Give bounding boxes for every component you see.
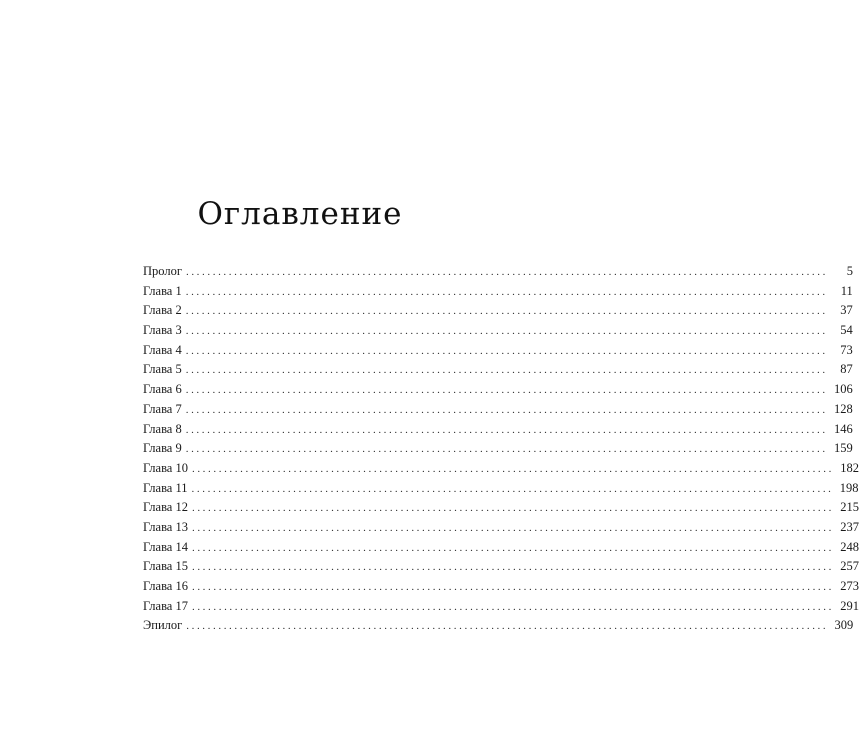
toc-leader-dots: ........................................................................................................................ — [191, 561, 834, 574]
toc-entry-page: 257 — [840, 559, 859, 574]
toc-leader-dots: ........................................................................................................................ — [185, 266, 828, 278]
toc-entry — [143, 262, 853, 282]
toc-entry-label: Глава 2 — [143, 303, 182, 318]
toc-leader-dots: ........................................................................................................................ — [186, 620, 829, 633]
toc-entry-page: 237 — [840, 519, 859, 534]
toc-entry-label: Глава 8 — [143, 421, 182, 436]
toc-entry-page: 309 — [834, 618, 854, 633]
toc-entry-page: 87 — [840, 362, 853, 377]
toc-leader-dots: ........................................................................................................................ — [185, 403, 828, 416]
toc-entry-label: Пролог — [143, 264, 182, 278]
toc-entry — [143, 518, 859, 538]
toc-entry-label: Эпилог — [143, 618, 183, 633]
toc-entry — [143, 479, 859, 499]
toc-entry — [143, 597, 859, 617]
toc-leader-dots: ........................................................................................................................ — [185, 443, 828, 456]
toc-leader-dots: ........................................................................................................................ — [185, 285, 828, 298]
toc-entry-label: Глава 9 — [143, 441, 182, 456]
toc-entry-label: Глава 14 — [143, 539, 188, 554]
toc-leader-dots: ........................................................................................................................ — [185, 325, 828, 338]
toc-entry-page: 159 — [833, 441, 853, 456]
toc-entry-label: Глава 12 — [143, 500, 188, 515]
toc-entry-page: 273 — [840, 579, 859, 593]
toc-entry-page: 106 — [833, 382, 853, 397]
toc-entry — [143, 439, 853, 459]
toc-entry — [143, 459, 859, 479]
toc-entry-label: Глава 7 — [143, 401, 182, 416]
toc-entry-label: Глава 13 — [143, 519, 188, 534]
toc-entry — [143, 577, 859, 597]
toc-entry-page: 11 — [840, 283, 853, 298]
toc-entry — [143, 321, 853, 341]
toc-entry-page: 54 — [840, 323, 853, 338]
toc-leader-dots: ........................................................................................................................ — [191, 482, 834, 495]
toc-leader-dots: ........................................................................................................................ — [185, 423, 828, 436]
toc-entry — [143, 301, 853, 321]
toc-entry-label: Глава 6 — [143, 382, 182, 397]
toc-leader-dots: ........................................................................................................................ — [191, 462, 834, 475]
toc-entry — [143, 420, 853, 440]
toc-entry — [143, 380, 853, 400]
toc-entry-page: 37 — [840, 303, 853, 318]
toc-entry — [143, 498, 859, 518]
toc-entry-page: 215 — [840, 500, 859, 515]
toc-leader-dots: ........................................................................................................................ — [185, 344, 828, 357]
toc-entry-label: Глава 15 — [143, 559, 188, 574]
toc-leader-dots: ........................................................................................................................ — [191, 541, 834, 554]
toc-entry-page: 146 — [833, 421, 853, 436]
toc-leader-dots: ........................................................................................................................ — [191, 581, 834, 593]
toc-entry-label: Глава 17 — [143, 598, 188, 613]
toc-leader-dots: ........................................................................................................................ — [191, 600, 834, 613]
toc-entry — [143, 538, 859, 558]
toc-entry-label: Глава 1 — [143, 283, 182, 298]
toc-entry-page: 291 — [840, 598, 859, 613]
toc-entry-page: 248 — [840, 539, 859, 554]
toc-entry-page: 182 — [840, 460, 859, 475]
toc-entry-label: Глава 10 — [143, 460, 188, 475]
toc-leader-dots: ........................................................................................................................ — [191, 521, 834, 534]
toc-entry — [143, 341, 853, 361]
toc-leader-dots: ........................................................................................................................ — [185, 364, 828, 377]
toc-leader-dots: ........................................................................................................................ — [191, 502, 834, 515]
toc-entry-page: 73 — [840, 342, 853, 357]
toc-entry-label: Глава 4 — [143, 342, 182, 357]
toc-entry-label: Глава 11 — [143, 480, 188, 495]
toc-entry — [143, 557, 859, 577]
toc-entry-label: Глава 16 — [143, 579, 188, 593]
toc-entry-page: 198 — [839, 480, 859, 495]
toc-entry — [143, 282, 853, 302]
toc-entry-page: 128 — [833, 401, 853, 416]
toc-entry — [143, 616, 854, 636]
toc-list — [143, 262, 859, 636]
toc-leader-dots: ........................................................................................................................ — [185, 384, 828, 397]
toc-leader-dots: ........................................................................................................................ — [185, 305, 828, 318]
toc-entry-label: Глава 5 — [143, 362, 182, 377]
toc-entry — [143, 400, 853, 420]
toc-entry-label: Глава 3 — [143, 323, 182, 338]
toc-title: Оглавление — [197, 196, 403, 232]
toc-entry — [143, 360, 853, 380]
toc-entry-page: 5 — [846, 264, 853, 278]
